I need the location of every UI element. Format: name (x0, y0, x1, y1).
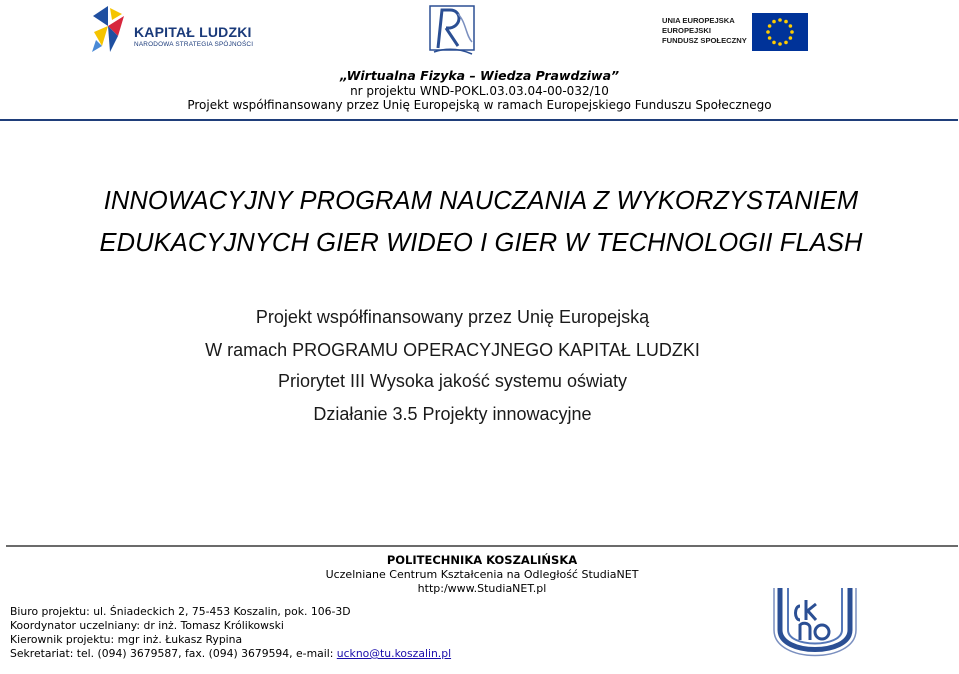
eu-social-fund-logo (656, 10, 808, 54)
kapital-ludzki-emblem-icon (88, 2, 134, 56)
kapital-ludzki-logo (88, 2, 268, 56)
eu-text-block (662, 16, 747, 46)
eu-text-line3: FUNDUSZ SPOŁECZNY (662, 36, 747, 45)
studianet-emblem-icon (428, 2, 478, 58)
eu-flag-icon (752, 13, 808, 51)
kapital-ludzki-title: KAPITAŁ LUDZKI (134, 24, 252, 40)
project-title: „Wirtualna Fizyka – Wiedza Prawdziwa” (339, 68, 620, 83)
email-link[interactable]: uckno@tu.koszalin.pl (336, 647, 452, 660)
secretariat-line (10, 647, 451, 660)
main-title-line2: EDUKACYJNYCH GIER WIDEO I GIER W TECHNOLOGII FLASH (99, 229, 863, 257)
coordinator-line: Koordynator uczelniany: dr inż. Tomasz Królikowski (10, 619, 284, 632)
office-address: Biuro projektu: ul. Śniadeckich 2, 75-453 Koszalin, pok. 106-3D (10, 605, 351, 618)
eu-text-line1: UNIA EUROPEJSKA (662, 16, 735, 25)
secretariat-text: Sekretariat: tel. (094) 3679587, fax. (094) 3679594, e-mail: (10, 647, 337, 660)
main-title-line1: INNOWACYJNY PROGRAM NAUCZANIA Z WYKORZYSTANIEM (103, 187, 859, 215)
eu-text-line2: EUROPEJSKI (662, 26, 711, 35)
university-unit: Uczelniane Centrum Kształcenia na Odległość StudiaNET (325, 568, 639, 581)
info-line: Działanie 3.5 Projekty innowacyjne (313, 404, 592, 424)
uckno-logo (770, 584, 860, 670)
studianet-logo (428, 2, 478, 58)
cofinancing-note: Projekt współfinansowany przez Unię Europejską w ramach Europejskiego Funduszu Społecznego (187, 98, 772, 112)
uckno-emblem-icon (770, 584, 860, 670)
kapital-ludzki-subtitle: NARODOWA STRATEGIA SPÓJNOŚCI (134, 41, 254, 48)
university-url: http:/www.StudiaNET.pl (417, 582, 547, 595)
manager-line: Kierownik projektu: mgr inż. Łukasz Rypina (10, 633, 243, 646)
header-divider (0, 119, 958, 121)
university-name: POLITECHNIKA KOSZALIŃSKA (386, 553, 578, 567)
info-line: Priorytet III Wysoka jakość systemu oświaty (278, 371, 627, 391)
project-number: nr projektu WND-POKL.03.03.04-00-032/10 (350, 84, 609, 98)
info-line: Projekt współfinansowany przez Unię Europejską (255, 307, 650, 327)
footer-divider (6, 545, 958, 547)
info-line: W ramach PROGRAMU OPERACYJNEGO KAPITAŁ LUDZKI (205, 340, 700, 360)
